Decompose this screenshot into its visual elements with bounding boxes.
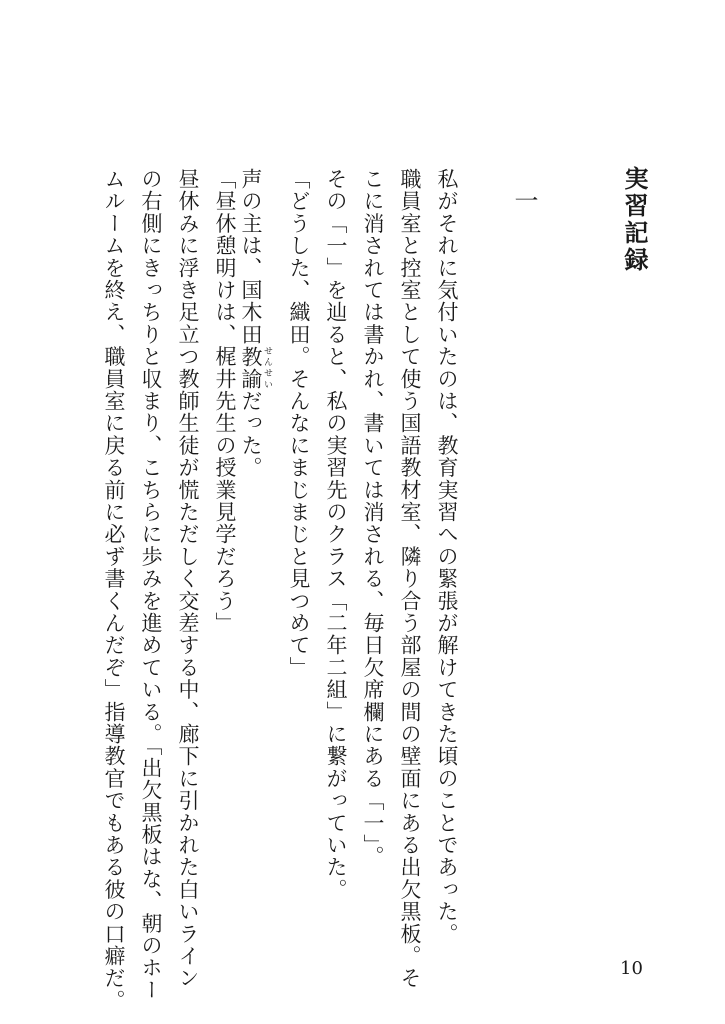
page-number: 10: [620, 958, 643, 979]
ruby-reading: せんせい: [262, 345, 272, 390]
section-number: 一: [510, 188, 538, 212]
body-line-4: その「一」を辿ると、私の実習先のクラス「二年二組」に繋がっていた。: [324, 168, 348, 901]
body-line-7: 「昼休憩明けは、梶井先生の授業見学だろう」: [213, 168, 237, 635]
body-line-1: 私がそれに気付いたのは、教育実習への緊張が解けてきた頃のことであった。: [435, 168, 459, 945]
body-line-10: ムルームを終え、職員室に戻る前に必ず書くんだぞ」指導教官でもある彼の口癖だ。: [102, 168, 126, 1012]
body-line-2: 職員室と控室として使う国語教材室、隣り合う部屋の間の壁面にある出欠黒板。そ: [398, 168, 422, 990]
line6-after-ruby: だった。: [239, 390, 263, 479]
ruby-kyouyu: [239, 345, 272, 391]
body-line-5: 「どうした、織田。そんなにまじまじと見つめて」: [287, 168, 311, 679]
body-line-9: の右側にきっちりと収まり、こちらに歩みを進めている。「出欠黒板はな、朝のホー: [139, 168, 163, 1002]
ruby-base: 教諭: [239, 345, 263, 391]
body-line-3: こに消されては書かれ、書いては消される、毎日欠席欄にある「一」。: [361, 168, 385, 868]
chapter-title: 実習記録: [620, 166, 649, 274]
line6-before-ruby: 声の主は、国木田: [239, 168, 263, 346]
body-line-8: 昼休みに浮き足立つ教師生徒が慌ただしく交差する中、廊下に引かれた白いライン: [176, 168, 200, 990]
body-line-6: [239, 168, 272, 479]
